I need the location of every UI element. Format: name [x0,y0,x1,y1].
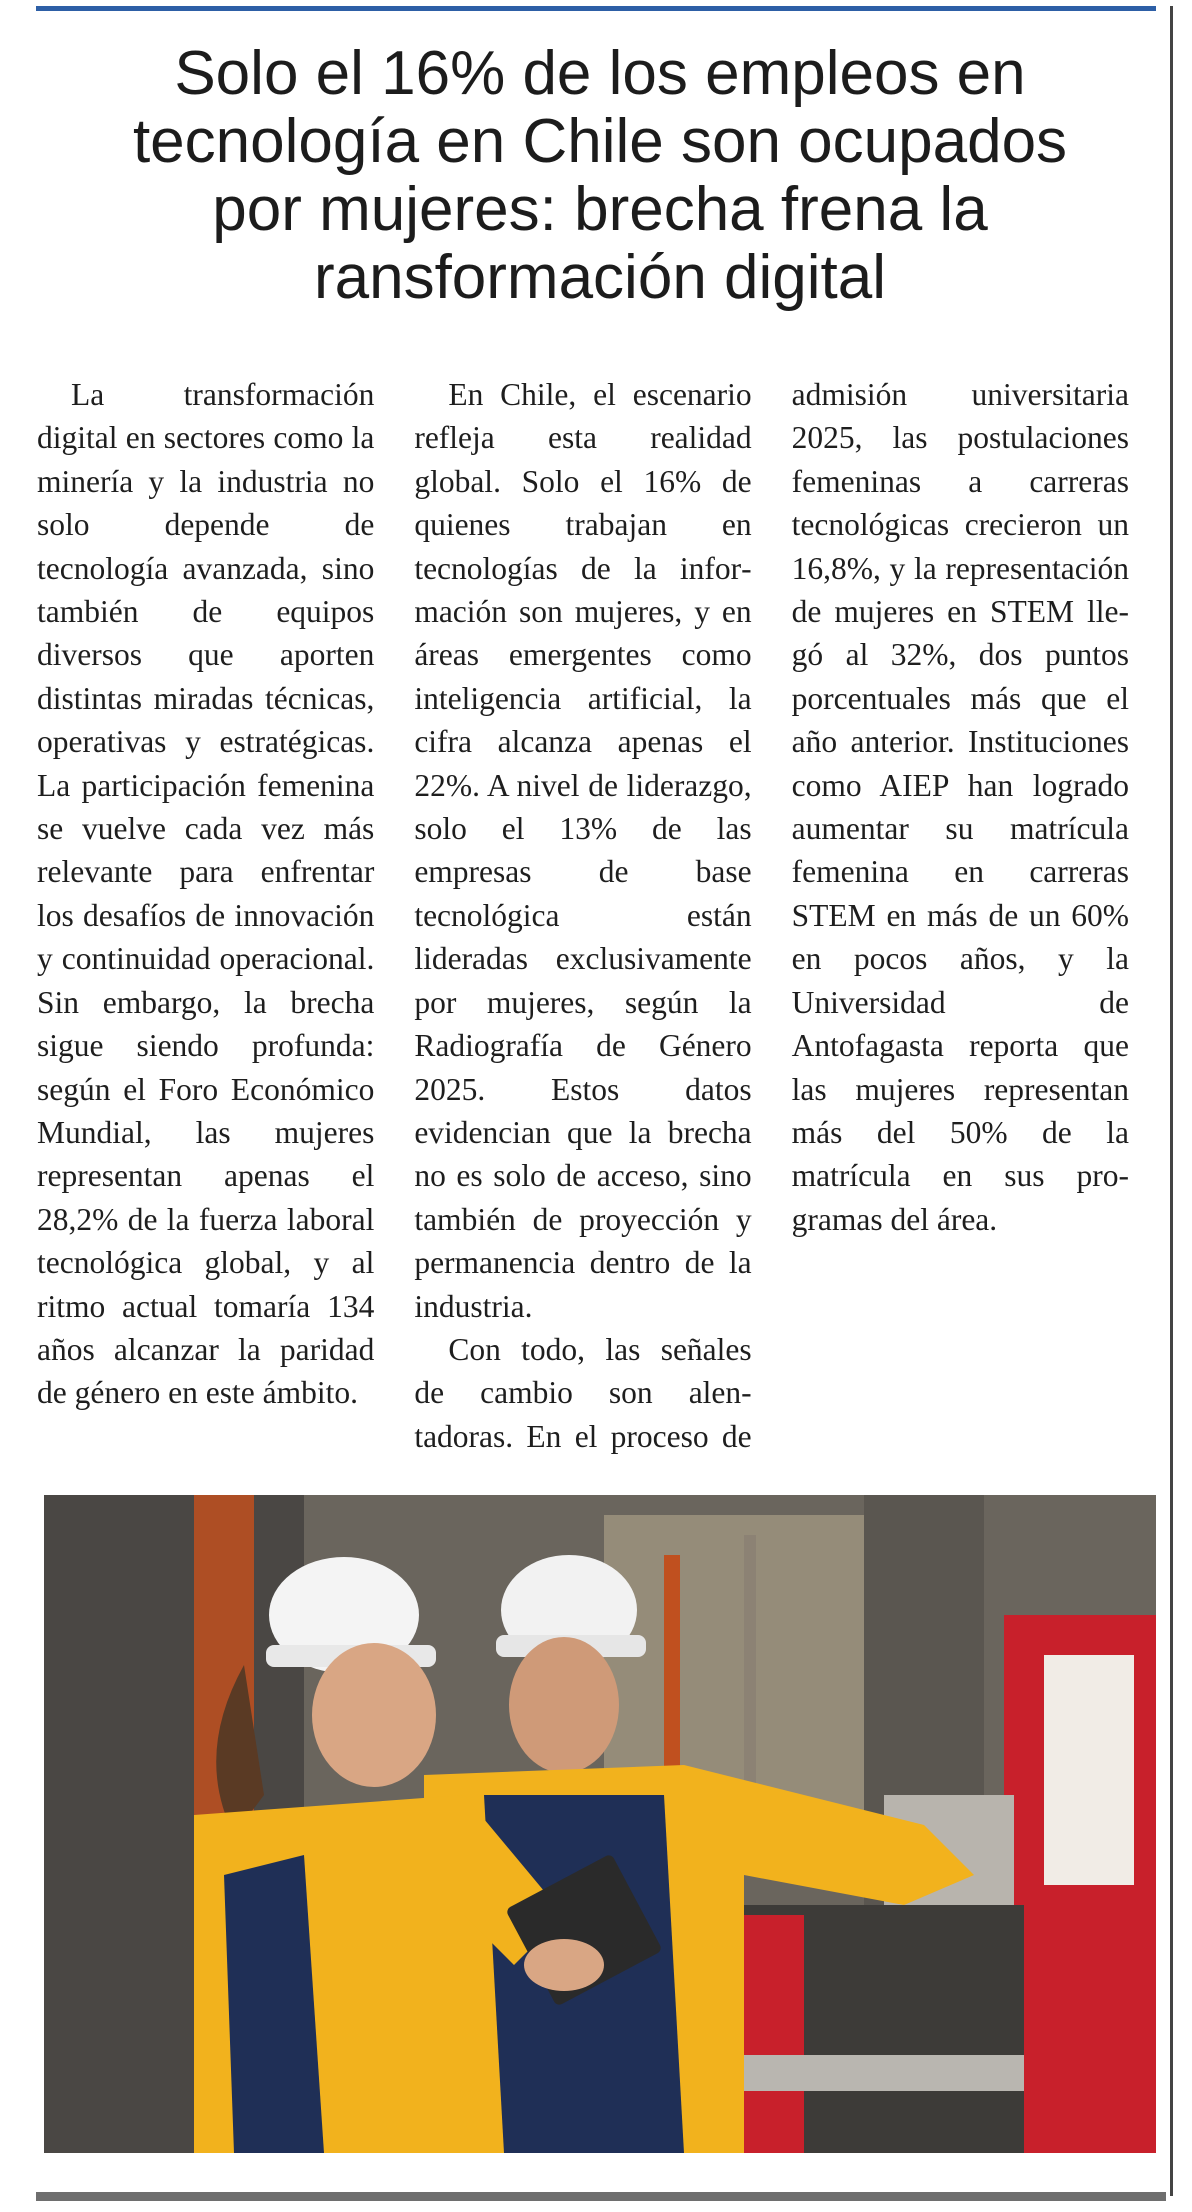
bottom-rule [36,2192,1166,2201]
headline-line: tecnología en Chile son ocupados [132,107,1068,176]
paragraph: Con todo, las señales de cambio son alentadoras. En el proceso de admisión universitaria 2025, las postulaciones femeninas a carreras tecnológicas crecieron un 16,8%, y la representación de mujeres en STEM llegó al 32%, dos puntos porcentuales más que el año anterior. Instituciones como AIEP han logrado aumentar su matrícula femenina en carreras STEM en más de un 60% en pocos años, y la Universidad de Antofagasta reporta que las mujeres representan más del 50% de la matrícula en sus programas del área. [414,377,1129,1454]
headline [40,40,1160,312]
top-rule [36,6,1156,11]
right-border [1170,6,1173,2196]
article-body [37,373,1129,1463]
paragraph: La transformación digital en sectores como la minería y la industria no solo depende de tecnología avanzada, sino también de equipos diversos que aporten distintas miradas técnicas, operativas y estratégicas. La participación femenina se vuelve cada vez más relevante para enfrentar los desafíos de innovación y continuidad operacional. Sin embargo, la brecha sigue siendo profunda: según el Foro Económico Mundial, las mujeres representan apenas el 28,2% de la fuerza laboral tecnológica global, y al ritmo actual tomaría 134 años alcanzar la paridad de género en este ámbito. [37,377,375,1411]
paragraph: En Chile, el escenario refleja esta realidad global. Solo el 16% de quienes trabajan en tecnologías de la información son mujeres, y en áreas emergentes como inteligencia artificial, la cifra alcanza apenas el 22%. A nivel de liderazgo, solo el 13% de las empresas de base tecnológica están lideradas exclusivamente por mujeres, según la Radiografía de Género 2025. Estos datos evidencian que la brecha no es solo de acceso, sino también de proyección y permanencia dentro de la industria. [414,377,752,1324]
article-photo [44,1495,1156,2153]
headline-line: Solo el 16% de los empleos en [174,39,1026,108]
photo-icon [44,1495,1156,2153]
headline-line: ransformación digital [313,243,887,312]
headline-line: por mujeres: brecha frena la [212,175,988,244]
